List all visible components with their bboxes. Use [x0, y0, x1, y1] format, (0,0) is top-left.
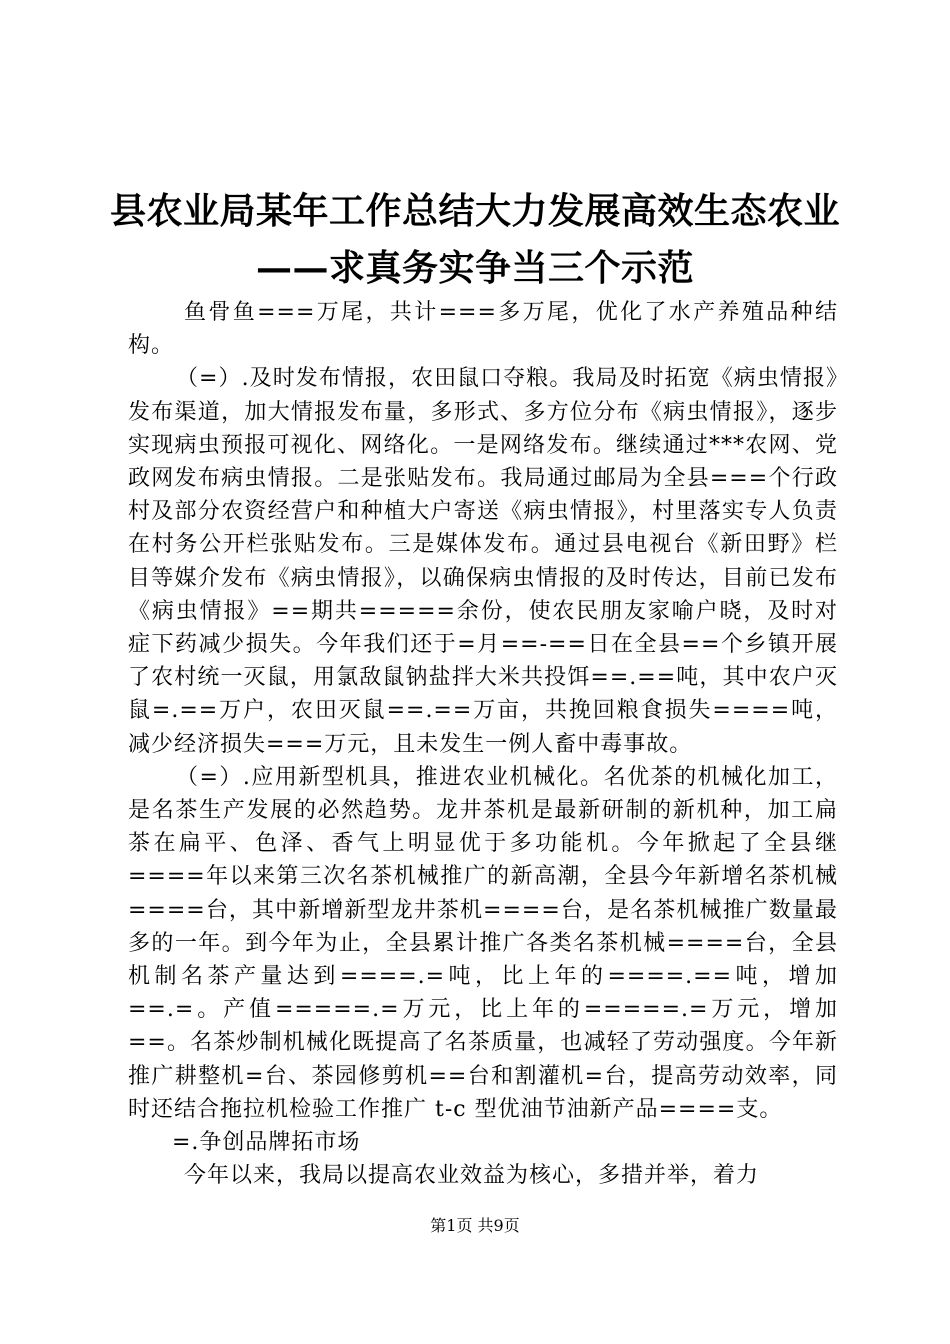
- document-title: 县农业局某年工作总结大力发展高效生态农业: [109, 190, 840, 232]
- document-body: [128, 296, 838, 1192]
- section-heading: =.争创品牌拓市场: [172, 1130, 361, 1156]
- paragraph: 今年以来，我局以提高农业效益为核心，多措并举，着力: [184, 1163, 760, 1189]
- paragraph: （=）.应用新型机具，推进农业机械化。名优茶的机械化加工，是名茶生产发展的必然趋势。龙井茶机是最新研制的新机种，加工扁茶在扁平、色泽、香气上明显优于多功能机。今年掀起了全县继====年以来第三次名茶机械推广的新高潮，全县今年新增名茶机械====台，其中新增新型龙井茶机====台，是名茶机械推广数量最多的一年。到今年为止，全县累计推广各类名茶机械====台，全县机制名茶产量达到====.=吨，比上年的====.==吨，增加==.=。产值=====.=万元，比上年的=====.=万元，增加==。名茶炒制机械化既提高了名茶质量，也减轻了劳动强度。今年新推广耕整机=台、茶园修剪机==台和割灌机=台，提高劳动效率，同时还结合拖拉机检验工作推广 t-c 型优油节油新产品====支。: [128, 764, 838, 1122]
- paragraph: （=）.及时发布情报，农田鼠口夺粮。我局及时拓宽《病虫情报》发布渠道，加大情报发布量，多形式、多方位分布《病虫情报》，逐步实现病虫预报可视化、网络化。一是网络发布。继续通过***农网、党政网发布病虫情报。二是张贴发布。我局通过邮局为全县===个行政村及部分农资经营户和种植大户寄送《病虫情报》，村里落实专人负责在村务公开栏张贴发布。三是媒体发布。通过县电视台《新田野》栏目等媒介发布《病虫情报》，以确保病虫情报的及时传达，目前已发布《病虫情报》==期共=====余份，使农民朋友家喻户晓，及时对症下药减少损失。今年我们还于=月==-==日在全县==个乡镇开展了农村统一灭鼠，用氯敌鼠钠盐拌大米共投饵==.==吨，其中农户灭鼠=.==万户，农田灭鼠==.==万亩，共挽回粮食损失====吨，减少经济损失===万元，且未发生一例人畜中毒事故。: [128, 366, 838, 757]
- page-number: 第1页 共9页: [430, 1216, 520, 1235]
- document-subtitle: ——求真务实争当三个示范: [255, 247, 694, 289]
- paragraph: 鱼骨鱼===万尾，共计===多万尾，优化了水产养殖品种结构。: [128, 300, 838, 359]
